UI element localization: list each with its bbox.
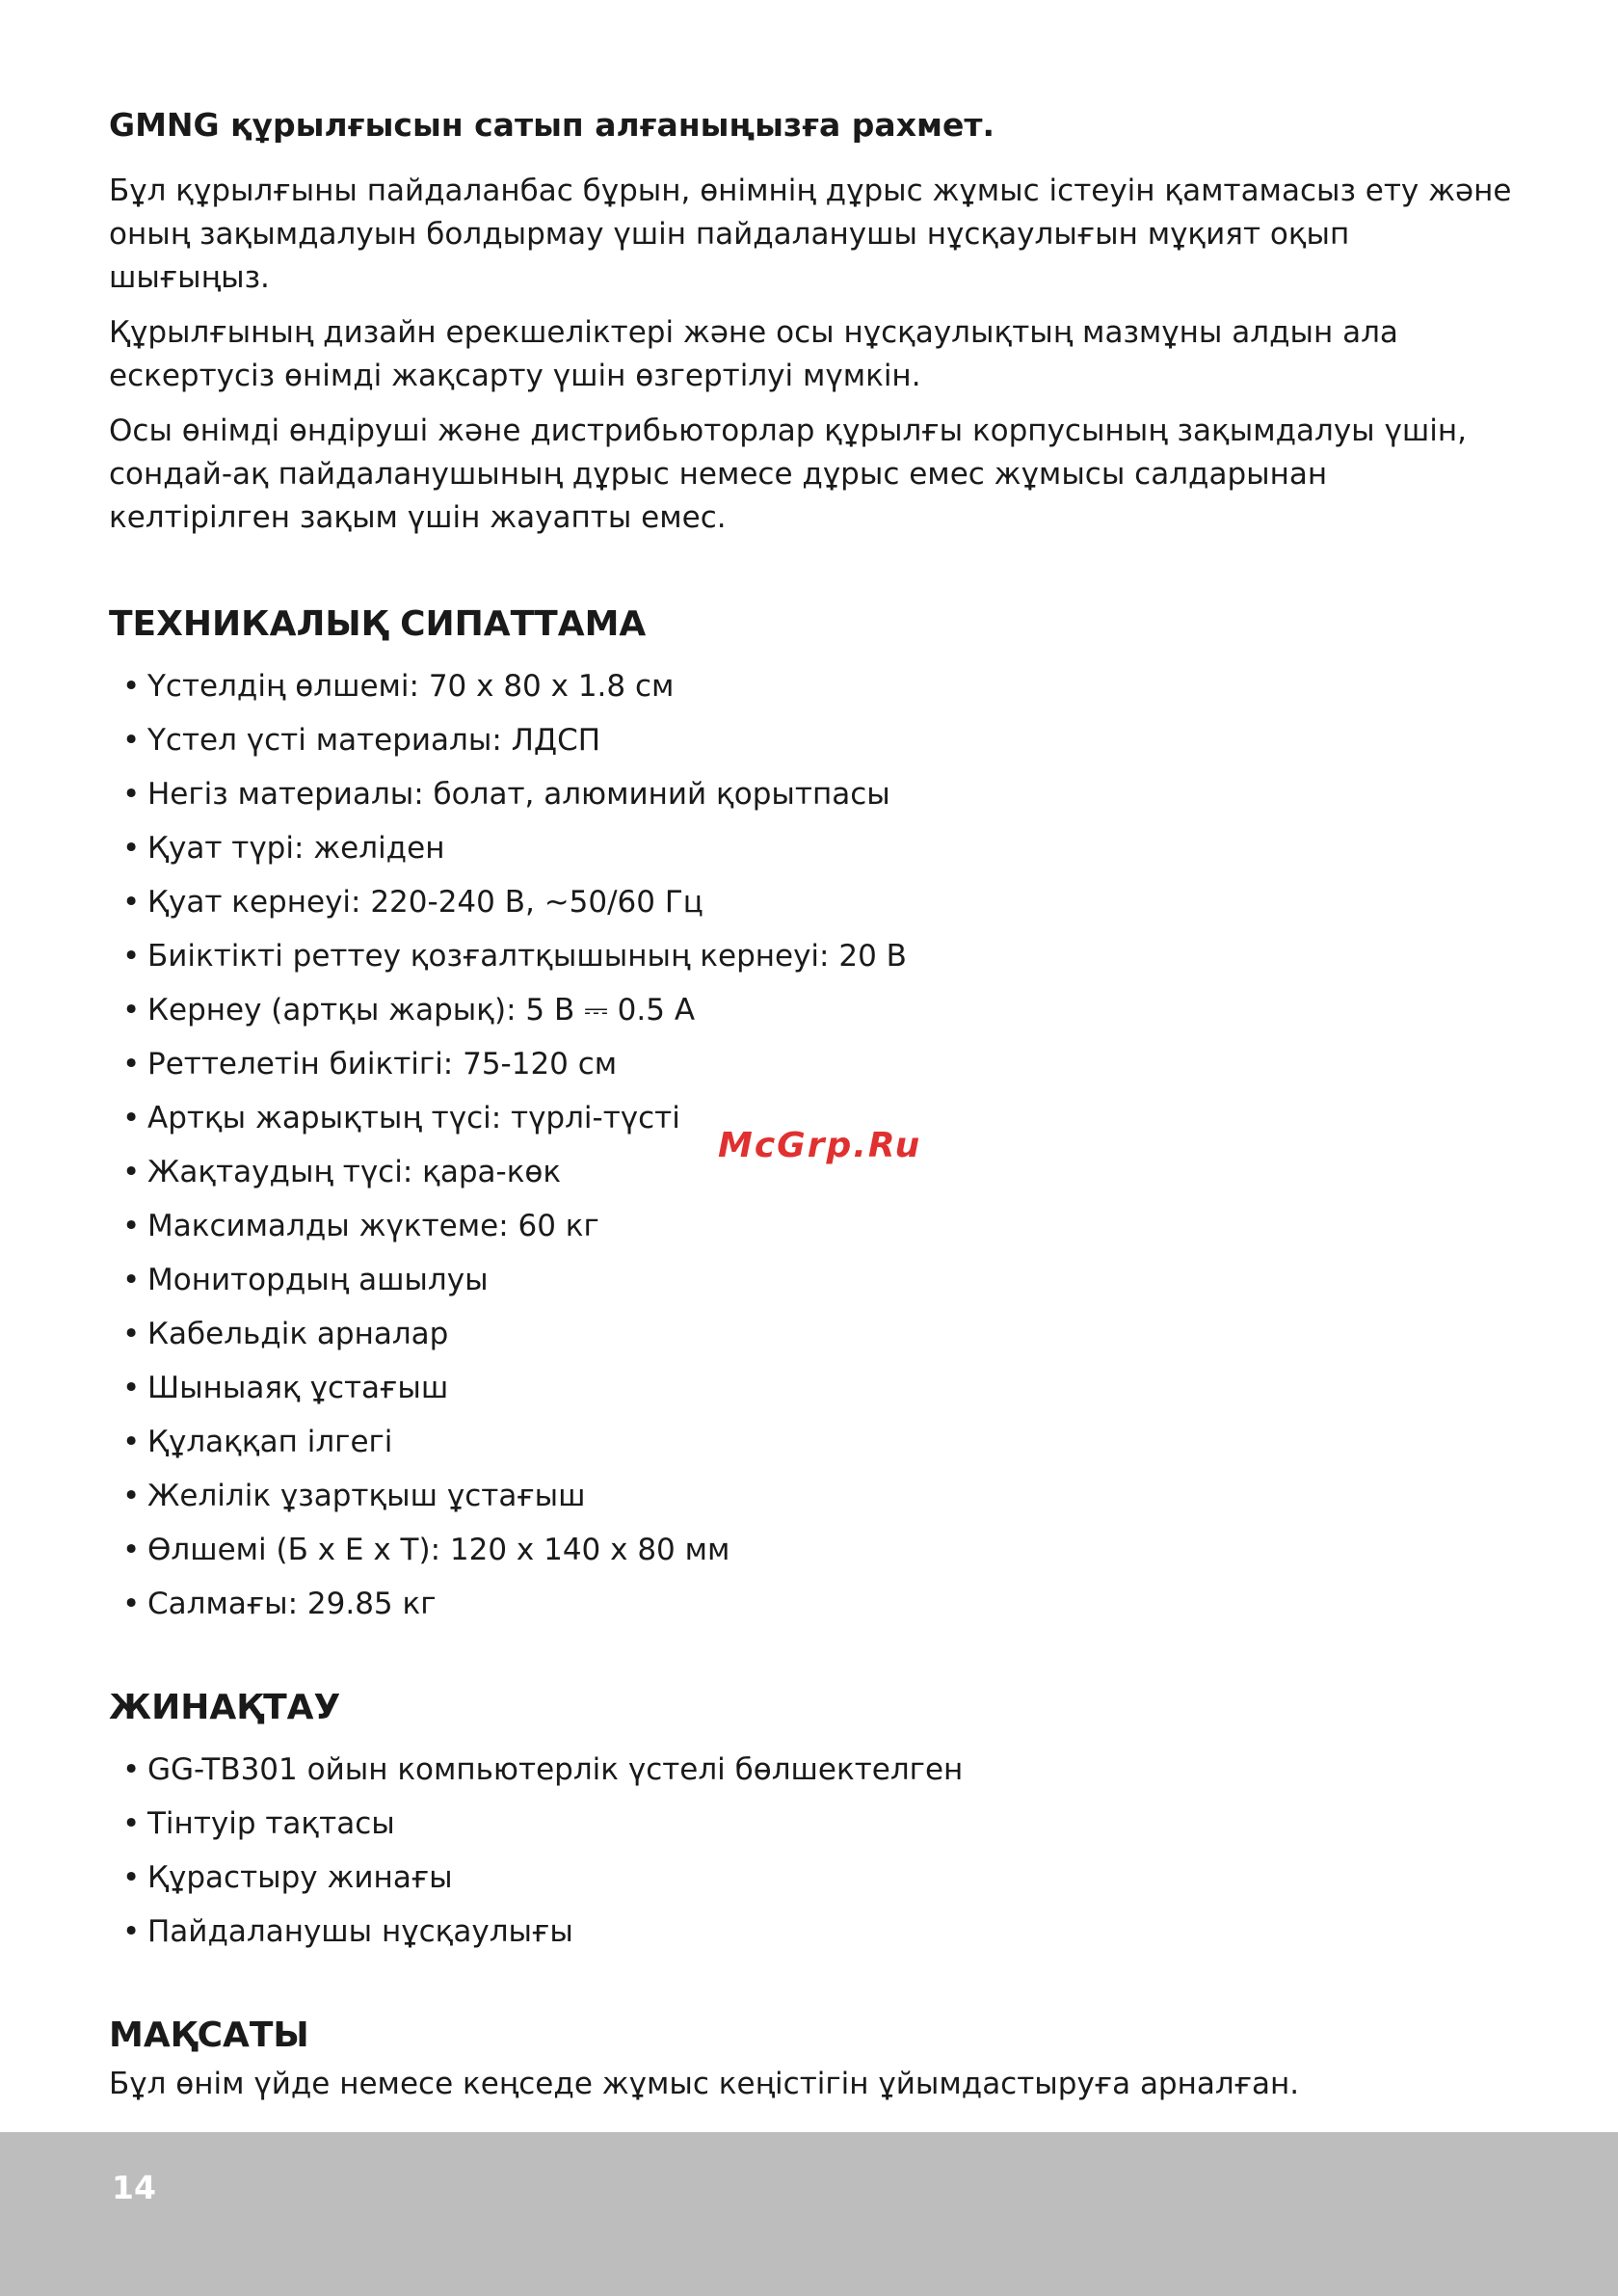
intro-paragraph: Осы өнімді өндіруші және дистрибьюторлар құрылғы корпусының зақымдалуы үшін, сондай-ақ пайдаланушының дұрыс немесе дұрыс емес жұмысы салдарынан келтірілген зақым үшін жауапты емес. xyxy=(109,414,1467,535)
purpose-text: Бұл өнім үйде немесе кеңседе жұмыс кеңістігін ұйымдастыруға арналған. xyxy=(109,2067,1300,2101)
list-item: • Максималды жүктеме: 60 кг xyxy=(122,1209,599,1243)
list-item: • Үстелдің өлшемі: 70 х 80 х 1.8 см xyxy=(122,669,675,704)
specs-heading: ТЕХНИКАЛЫҚ СИПАТТАМА xyxy=(109,604,647,644)
list-item: • Қуат түрі: желіден xyxy=(122,831,445,866)
page-content xyxy=(109,104,1516,2106)
list-item: • Желілік ұзартқыш ұстағыш xyxy=(122,1479,586,1513)
kit-heading: ЖИНАҚТАУ xyxy=(109,1688,341,1727)
page-number: 14 xyxy=(112,2169,156,2206)
intro-paragraph: Бұл құрылғыны пайдаланбас бұрын, өнімнің дұрыс жұмыс істеуін қамтамасыз ету және оның зақымдалуын болдырмау үшін пайдаланушы нұсқаулығын мұқият оқып шығыңыз. xyxy=(109,174,1512,295)
list-item: • Кернеу (артқы жарық): 5 В ⎓ 0.5 А xyxy=(122,993,696,1028)
list-item: • Артқы жарықтың түсі: түрлі-түсті xyxy=(122,1101,680,1135)
list-item: • Тінтуір тақтасы xyxy=(122,1806,395,1841)
list-item: • GG-TB301 ойын компьютерлік үстелі бөлшектелген xyxy=(122,1752,964,1787)
intro-paragraph: Құрылғының дизайн ерекшеліктері және осы нұсқаулықтың мазмұны алдын ала ескертусіз өнімді жақсарту үшін өзгертілуі мүмкін. xyxy=(109,315,1398,393)
list-item: • Пайдаланушы нұсқаулығы xyxy=(122,1914,573,1949)
purpose-heading: МАҚСАТЫ xyxy=(109,2016,309,2055)
intro-title: GMNG құрылғысын сатып алғаныңызға рахмет. xyxy=(109,106,995,144)
list-item: • Монитордың ашылуы xyxy=(122,1263,489,1297)
list-item: • Қуат кернеуі: 220-240 В, ~50/60 Гц xyxy=(122,885,703,920)
kit-list xyxy=(109,1743,1516,1959)
list-item: • Үстел үсті материалы: ЛДСП xyxy=(122,723,601,758)
list-item: • Кабельдік арналар xyxy=(122,1317,449,1351)
watermark: McGrp.Ru xyxy=(718,1126,922,1165)
list-item: • Құрастыру жинағы xyxy=(122,1860,453,1895)
list-item: • Салмағы: 29.85 кг xyxy=(122,1587,437,1621)
list-item: • Өлшемі (Б х Е х Т): 120 х 140 х 80 мм xyxy=(122,1533,730,1567)
list-item: • Биіктікті реттеу қозғалтқышының кернеуі: 20 В xyxy=(122,939,907,974)
list-item: • Шыныаяқ ұстағыш xyxy=(122,1371,449,1405)
list-item: • Негіз материалы: болат, алюминий қорытпасы xyxy=(122,777,890,812)
list-item: • Құлаққап ілгегі xyxy=(122,1425,393,1459)
list-item: • Жақтаудың түсі: қара-көк xyxy=(122,1155,562,1189)
list-item: • Реттелетін биіктігі: 75-120 см xyxy=(122,1047,618,1081)
page-footer xyxy=(0,2132,1618,2296)
